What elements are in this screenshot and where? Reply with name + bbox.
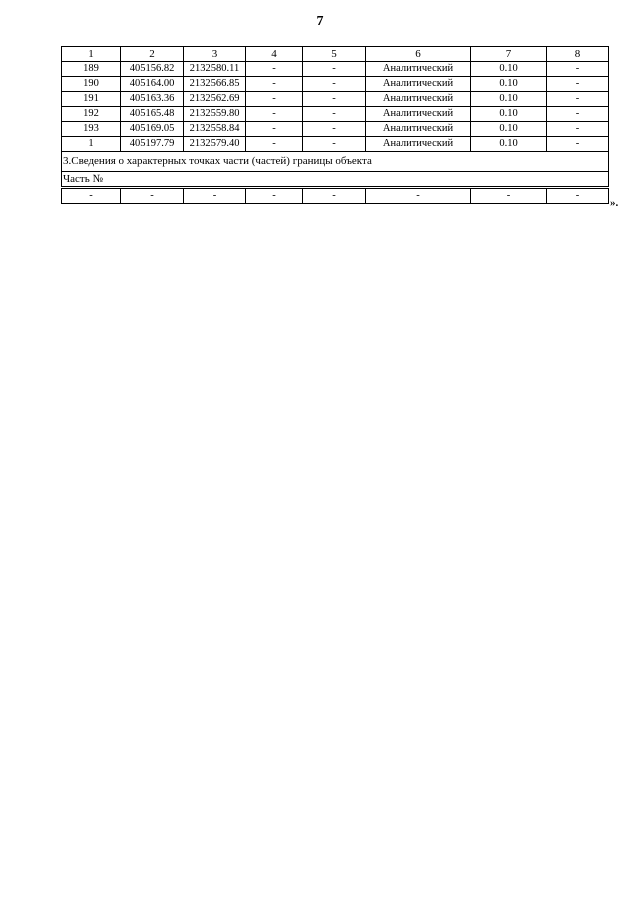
table-cell: Аналитический	[366, 62, 471, 77]
column-header: 1	[62, 47, 121, 62]
table-cell: -	[246, 188, 303, 204]
table-cell: 190	[62, 77, 121, 92]
table-cell: Аналитический	[366, 92, 471, 107]
table-cell: -	[246, 137, 303, 152]
table-cell: -	[471, 188, 547, 204]
table-cell: 405164.00	[121, 77, 184, 92]
table-cell: 2132559.80	[184, 107, 246, 122]
table-cell: 193	[62, 122, 121, 137]
table-cell: 191	[62, 92, 121, 107]
table-cell: 405163.36	[121, 92, 184, 107]
closing-quote-mark: ».	[610, 197, 619, 209]
table-cell: Аналитический	[366, 137, 471, 152]
table-cell: -	[547, 188, 609, 204]
table-cell: 2132579.40	[184, 137, 246, 152]
table-cell: -	[62, 188, 121, 204]
table-cell: 0.10	[471, 107, 547, 122]
table-cell: 0.10	[471, 137, 547, 152]
table-header-row	[62, 47, 609, 62]
table-cell: -	[547, 107, 609, 122]
table-cell: -	[303, 77, 366, 92]
table-cell: -	[121, 188, 184, 204]
table-cell: 405156.82	[121, 62, 184, 77]
table-row	[62, 122, 609, 137]
table-cell: -	[303, 122, 366, 137]
section-title: 3.Сведения о характерных точках части (частей) границы объекта	[62, 152, 609, 172]
table-cell: 2132580.11	[184, 62, 246, 77]
table-cell: -	[246, 92, 303, 107]
table-cell: -	[303, 188, 366, 204]
table-row	[62, 77, 609, 92]
table-cell: 2132566.85	[184, 77, 246, 92]
table-row	[62, 92, 609, 107]
table-cell: -	[303, 92, 366, 107]
table-cell: 0.10	[471, 92, 547, 107]
table-cell: -	[246, 107, 303, 122]
table-cell: 405169.05	[121, 122, 184, 137]
table-cell: 1	[62, 137, 121, 152]
boundary-points-table	[61, 46, 609, 204]
table-cell: 192	[62, 107, 121, 122]
column-header: 4	[246, 47, 303, 62]
column-header: 6	[366, 47, 471, 62]
column-header: 2	[121, 47, 184, 62]
part-label-row	[62, 172, 609, 188]
column-header: 8	[547, 47, 609, 62]
table-cell: -	[184, 188, 246, 204]
part-label: Часть №	[62, 172, 609, 188]
column-header: 7	[471, 47, 547, 62]
table-cell: 0.10	[471, 77, 547, 92]
table-cell: -	[246, 77, 303, 92]
table-cell: -	[303, 137, 366, 152]
page-number: 7	[316, 14, 324, 29]
table-cell: -	[303, 107, 366, 122]
table-cell: 405165.48	[121, 107, 184, 122]
table-cell: 2132562.69	[184, 92, 246, 107]
table-cell: -	[246, 122, 303, 137]
table-cell: Аналитический	[366, 122, 471, 137]
column-header: 3	[184, 47, 246, 62]
table-cell: -	[547, 122, 609, 137]
section-title-row	[62, 152, 609, 172]
table-cell: -	[246, 62, 303, 77]
table-row	[62, 107, 609, 122]
table-cell: -	[547, 62, 609, 77]
table-cell: 0.10	[471, 62, 547, 77]
table-cell: 189	[62, 62, 121, 77]
table-row	[62, 137, 609, 152]
empty-table-row	[62, 188, 609, 204]
table-cell: -	[366, 188, 471, 204]
table-cell: Аналитический	[366, 77, 471, 92]
table-cell: -	[547, 92, 609, 107]
table-row	[62, 62, 609, 77]
table-cell: -	[547, 77, 609, 92]
column-header: 5	[303, 47, 366, 62]
table-cell: Аналитический	[366, 107, 471, 122]
table-cell: -	[303, 62, 366, 77]
table-cell: 405197.79	[121, 137, 184, 152]
table-cell: 0.10	[471, 122, 547, 137]
table-cell: 2132558.84	[184, 122, 246, 137]
table-cell: -	[547, 137, 609, 152]
